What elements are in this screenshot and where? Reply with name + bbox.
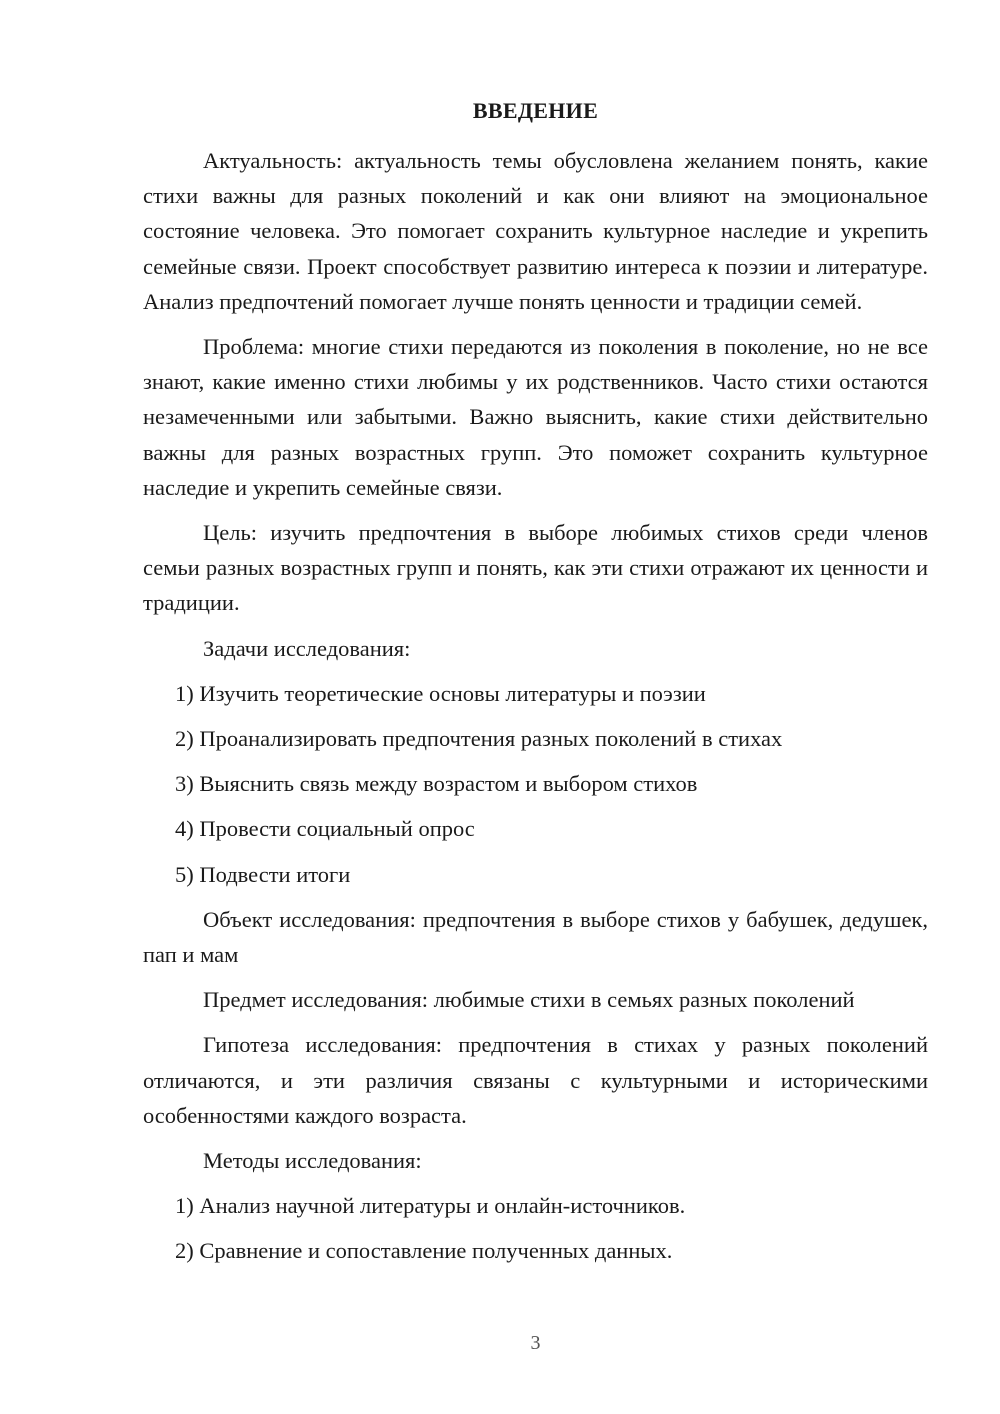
page-title: ВВЕДЕНИЕ	[472, 98, 599, 123]
task-item: 3) Выяснить связь между возрастом и выбором стихов	[175, 771, 698, 797]
task-item: 4) Провести социальный опрос	[175, 816, 475, 842]
page-number: 3	[530, 1332, 541, 1354]
task-item: 1) Изучить теоретические основы литературы и поэзии	[175, 680, 706, 706]
method-item: 2) Сравнение и сопоставление полученных данных.	[175, 1238, 673, 1264]
tasks-heading: Задачи исследования:	[203, 635, 411, 661]
subject-paragraph: Предмет исследования: любимые стихи в семьях разных поколений	[203, 987, 855, 1013]
relevance-paragraph: Актуальность: актуальность темы обусловлена желанием понять, какие стихи важны для разных поколений и как они влияют на эмоциональное состояние человека. Это помогает сохранить культурное наследие и укрепить семейные связи. Проект способствует развитию интереса к поэзии и литературе. Анализ предпочтений помогает лучше понять ценности и традиции семей.	[143, 148, 928, 314]
hypothesis-paragraph: Гипотеза исследования: предпочтения в стихах у разных поколений отличаются, и эти различия связаны с культурными и историческими особенностями каждого возраста.	[143, 1032, 928, 1128]
object-paragraph: Объект исследования: предпочтения в выборе стихов у бабушек, дедушек, пап и мам	[143, 906, 928, 968]
document-page	[143, 0, 928, 1414]
document-body	[143, 143, 928, 1279]
task-item: 2) Проанализировать предпочтения разных поколений в стихах	[175, 726, 783, 752]
problem-paragraph: Проблема: многие стихи передаются из поколения в поколение, но не все знают, какие именно стихи любимы у их родственников. Часто стихи остаются незамеченными или забытыми. Важно выяснить, какие стихи действительно важны для разных возрастных групп. Это поможет сохранить культурное наследие и укрепить семейные связи.	[143, 334, 928, 500]
method-item: 1) Анализ научной литературы и онлайн-источников.	[175, 1193, 686, 1219]
goal-paragraph: Цель: изучить предпочтения в выборе любимых стихов среди членов семьи разных возрастных групп и понять, как эти стихи отражают их ценности и традиции.	[143, 520, 928, 616]
task-item: 5) Подвести итоги	[175, 861, 351, 887]
methods-heading: Методы исследования:	[203, 1148, 422, 1174]
